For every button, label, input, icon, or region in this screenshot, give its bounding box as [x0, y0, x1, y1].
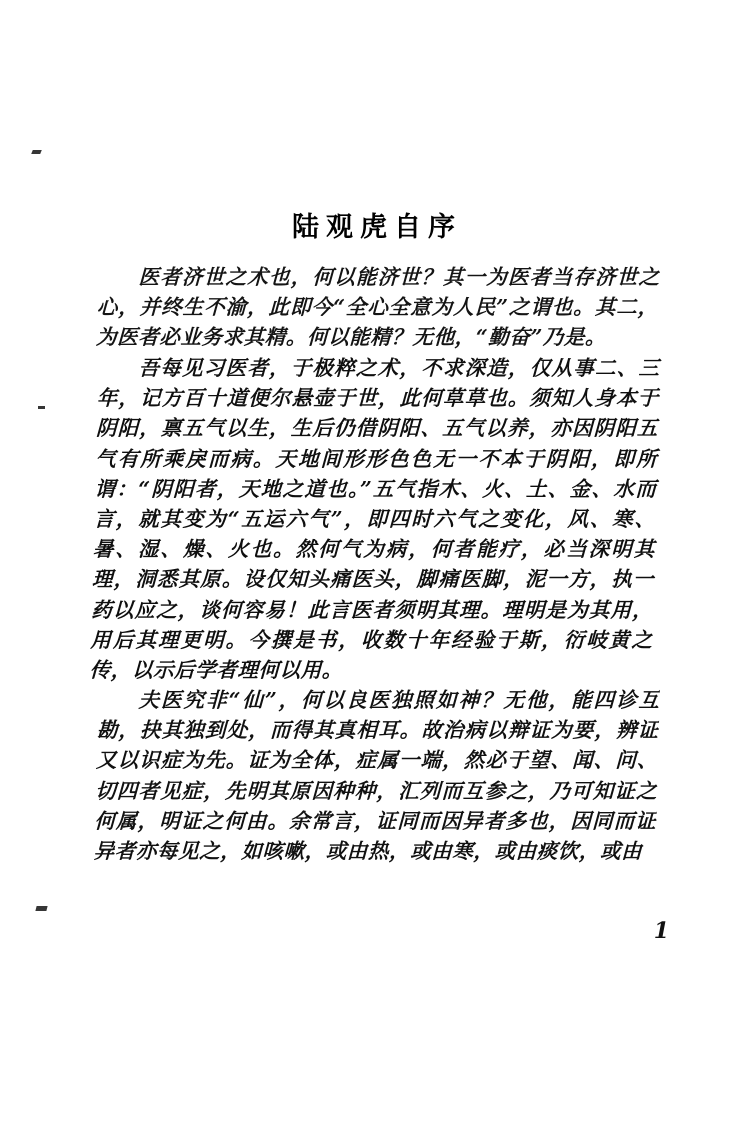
- margin-scan-artifact-icon: [35, 906, 47, 911]
- margin-scan-artifact-icon: [31, 150, 42, 154]
- paragraph: 夫医究非“仙”，何以良医独照如神？无他，能四诊互勘，抉其独到处，而得其真相耳。故治病以辩证为要，辨证又以识症为先。证为全体，症属一端，然必于望、闻、问、切四者见症，先明其原因种种，汇列而互参之，乃可知证之何属，明证之何由。余常言，证同而因异者多也，因同而证异者亦每见之，如咳嗽，或由热，或由寒，或由痰饮，或由: [93, 687, 660, 863]
- body-text: [89, 262, 660, 866]
- margin-scan-artifact-icon: [38, 406, 45, 409]
- paragraph: 吾每见习医者，于极粹之术，不求深造，仅从事二、三年，记方百十道便尔悬壶于世，此何草草也。须知人身本于阴阳，禀五气以生，生后仍借阴阳、五气以养，亦因阴阳五气有所乘戾而病。天地间形形色色无一不本于阴阳，即所谓：“阴阳者，天地之道也。”五气指木、火、土、金、水而言，就其变为“五运六气”，即四时六气之变化，风、寒、暑、湿、燥、火也。然何气为病，何者能疗，必当深明其理，洞悉其原。设仅知头痛医头，脚痛医脚，泥一方，执一药以应之，谈何容易！此言医者须明其理。理明是为其用，用后其理更明。今撰是书，收数十年经验于斯，衍岐黄之传，以示后学者理何以用。: [89, 355, 660, 682]
- page-title: 陆观虎自序: [292, 212, 462, 244]
- page-number: 1: [653, 918, 669, 944]
- paragraph: 医者济世之术也，何以能济世？其一为医者当存济世之心，并终生不渝，此即今“全心全意为人民”之谓也。其二，为医者必业务求其精。何以能精？无他，“勤奋”乃是。: [95, 265, 660, 350]
